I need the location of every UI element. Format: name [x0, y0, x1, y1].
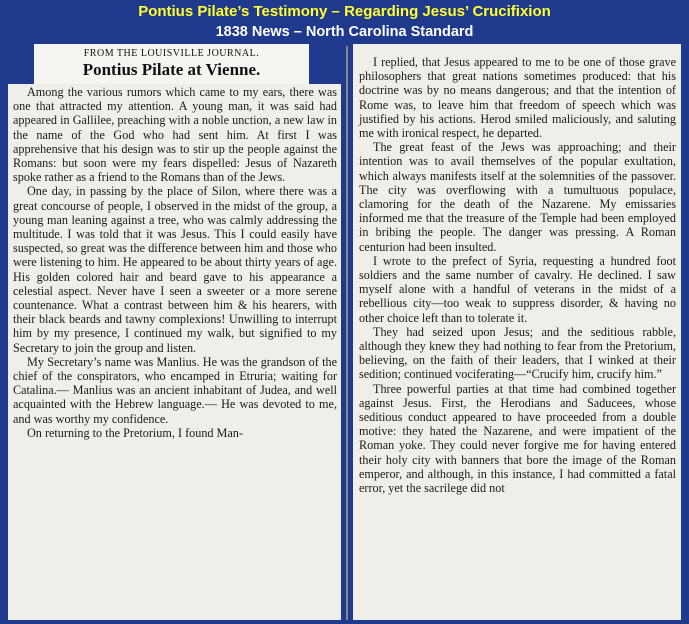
left-column [8, 84, 341, 620]
left-paragraph-4: On returning to the Pretorium, I found Man- [27, 425, 243, 440]
clipping-headline: Pontius Pilate at Vienne. [82, 60, 261, 79]
left-paragraph-2: One day, in passing by the place of Silon, where there was a great concourse of people, I observed in the midst of the group, a young man leaning against a tree, who was calmly addressing the multitude. I was told that it was Jesus. This I could easily have suspected, so great was the difference between him and those who were listening to him. He appeared to be about thirty years of age. His golden colored hair and beard gave to his appearance a celestial aspect. Never have I seen a sweeter or a more serene countenance. What a contrast between him & his hearers, with their black beards and tawny complexions! Unwilling to interrupt him by my presence, I continued my walk, but signified to my Secretary to join the group and listen. [13, 184, 337, 355]
clipping-header [34, 44, 309, 84]
left-paragraph-1: Among the various rumors which came to my ears, there was one that attracted my attention. A young man, it was said had appeared in Gallilee, preaching with a noble unction, a new law in the name of the God who had sent him. At first I was apprehensive that his design was to stir up the people against the Romans: but soon were my fears dispelled: Jesus of Nazareth spoke rather as a friend to the Romans than of the Jews. [13, 85, 337, 185]
title-banner [0, 0, 689, 44]
right-paragraph-5: Three powerful parties at that time had combined together against Jesus. First, the Herodians and Saducees, whose seditious conduct appeared to have proceeded from a double motive: they hated the Nazarene, and were impatient of the Roman yoke. They could never forgive me for having entered their holy city with banners that bore the image of the Roman emperor, and although, in this instance, I had committed a fatal error, yet the sacrilege did not [359, 381, 676, 496]
left-paragraph-3: My Secretary’s name was Manlius. He was the grandson of the chief of the conspirators, who encamped in Etruria; waiting for Catalina.— Manlius was an ancient inhabitant of Judea, and well acquainted with the Hebrew language.— He was devoted to me, and was worthy my confidence. [13, 354, 337, 426]
banner-title: Pontius Pilate’s Testimony – Regarding Jesus’ Crucifixion [138, 3, 551, 20]
right-paragraph-2: The great feast of the Jews was approaching; and their intention was to avail themselves of the popular exultation, which always manifests itself at the solemnities of the passover. The city was overflowing with a tumultuous populace, clamoring for the death of the Nazarene. My emissaries informed me that the treasure of the Temple had been employed in bribing the people. The danger was pressing. A Roman centurion had been insulted. [359, 140, 676, 254]
right-paragraph-3: I wrote to the prefect of Syria, requesting a hundred foot soldiers and the same number of cavalry. He declined. I saw myself alone with a handful of veterans in the midst of a rebellious city—too weak to suppress disorder, & having no other choice left than to tolerate it. [359, 253, 676, 325]
column-divider [346, 46, 348, 620]
right-paragraph-4: They had seized upon Jesus; and the seditious rabble, although they knew they had nothing to fear from the Pretorium, believing, on the faith of their leaders, that I winked at their sedition; continued vociferating—“Crucify him, crucify him.” [359, 324, 676, 382]
right-column [353, 44, 681, 620]
right-paragraph-1: I replied, that Jesus appeared to me to be one of those grave philosophers that great nations sometimes produced: that his doctrine was by no means dangerous; and that the intention of Rome was, to leave him that freedom of speech which was justified by his actions. Herod smiled maliciously, and saluting me with ironical respect, he departed. [359, 55, 676, 141]
banner-subtitle: 1838 News – North Carolina Standard [215, 24, 474, 40]
clipping-source: FROM THE LOUISVILLE JOURNAL. [83, 48, 260, 59]
